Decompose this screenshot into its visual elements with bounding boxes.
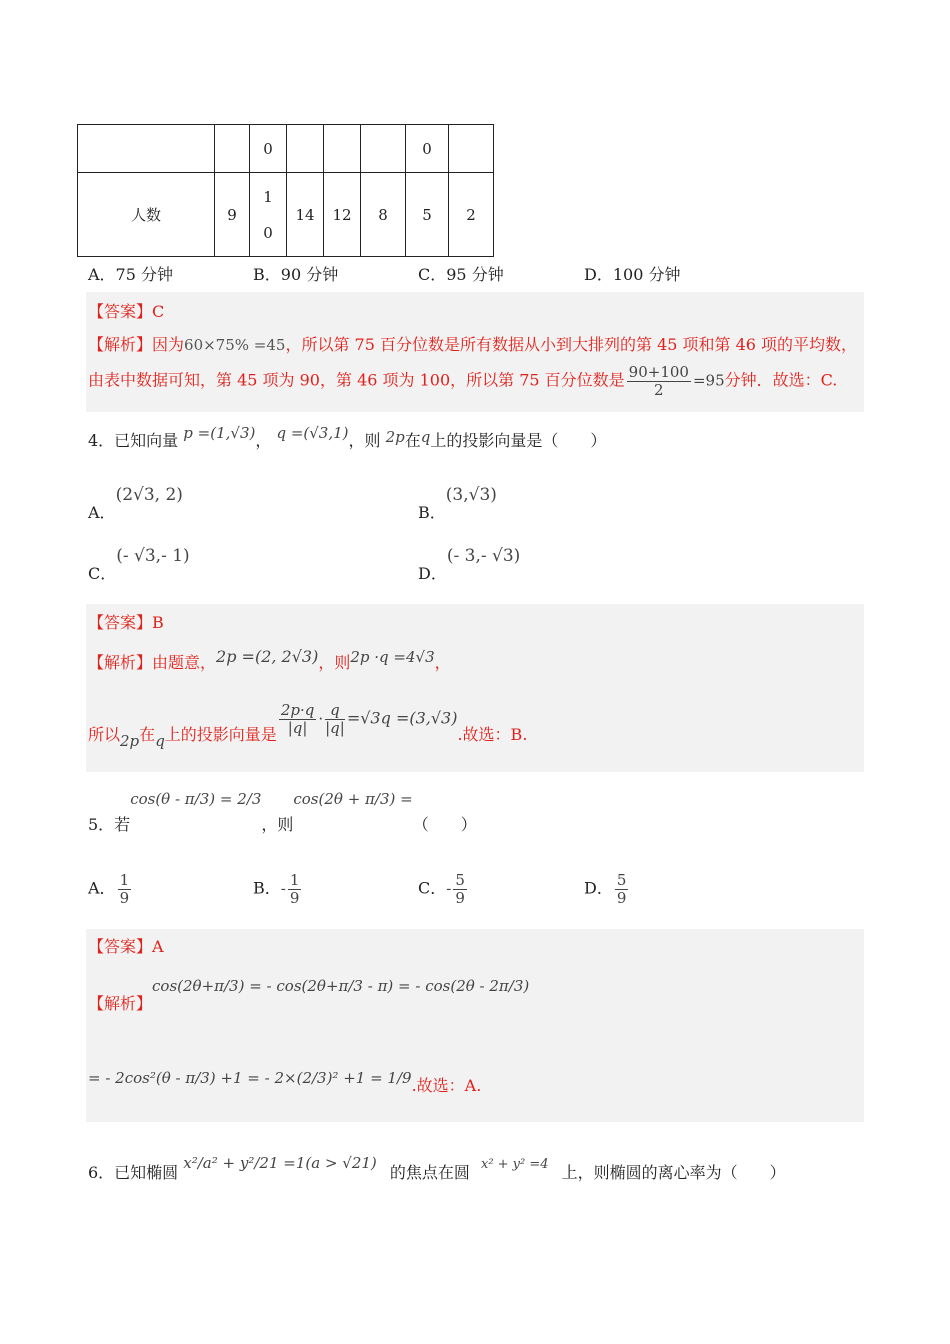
data-table [77,124,494,257]
option-math: (- √3,- 1) [116,546,190,566]
table-cell: 2 [449,173,494,257]
fraction-denominator: 9 [455,888,465,907]
analysis-text: 由题意， [152,653,217,672]
fraction-numerator: 90+100 [628,363,689,381]
math-expr: 2p =(2, 2√3) [216,647,319,666]
math-expr: 2p [385,428,405,446]
q4-option-b [418,482,497,522]
option-label: B． [418,503,446,522]
fraction-denominator: 9 [289,888,300,907]
math-fraction [627,364,691,398]
table-cell: 5 [406,173,449,257]
stem-text: 上的投影向量是（ ） [430,431,607,450]
math-expr: 2p ·q =4√3 [350,648,435,666]
q5-option-b [253,872,303,906]
q3-analysis-line-1 [88,332,857,355]
fraction-numerator: 1 [119,871,130,889]
math-expr: cos(2θ+π/3) = - cos(2θ+π/3 - π) = - cos(2θ - 2π/3) [152,977,530,995]
option-label: D． [418,564,447,583]
analysis-text: 上的投影向量是 [164,724,277,744]
math-expr: p =(1,√3) [183,424,256,442]
analysis-label: 【解析】 [88,335,153,354]
fraction-numerator: 5 [455,871,465,889]
table-cell: 0 [406,125,449,173]
q5-answer: 【答案】A [88,937,164,956]
table-cell [215,125,250,173]
q5-analysis-line-2 [88,1065,482,1095]
fraction-numerator: 1 [289,871,300,889]
fraction-denominator: 9 [119,888,130,907]
q5-stem [88,786,477,834]
table-cell-line: 1 [263,187,273,206]
math-expr: q =(√3,1) [276,424,349,442]
option-label: C． [418,878,447,898]
stem-text: 在 [404,431,421,450]
q3-option-d: D．100 分钟 [584,265,681,284]
option-math: (3,√3) [445,485,497,505]
analysis-label: 【解析】 [88,994,153,1013]
table-cell [324,125,361,173]
analysis-text: ，所以第 75 百分位数是所有数据从小到大排列的第 45 项和第 46 项的平均数， [285,335,858,354]
table-row [78,173,494,257]
math-fraction [325,702,345,736]
q4-answer: 【答案】B [88,613,164,632]
stem-text: 6．已知椭圆 [88,1163,179,1182]
stem-text: 的焦点在圆 [389,1163,470,1182]
table-cell: 12 [324,173,361,257]
fraction-numerator: q [325,702,345,720]
math-expr: q [155,731,165,750]
analysis-text: 在 [139,724,156,744]
analysis-text: 分钟．故选：C. [724,370,838,390]
q4-analysis-line-1 [88,647,451,673]
math-expr: x² + y² =4 [480,1157,549,1172]
analysis-text: .故选：B. [457,724,528,744]
stem-text: 5．若 [88,815,131,834]
math-fraction [279,702,317,736]
table-cell-line: 0 [263,223,273,242]
q4-stem [88,424,607,451]
fraction-denominator: |q| [287,718,308,737]
math-fraction [288,872,302,906]
option-math: (- 3,- √3) [446,546,521,566]
math-fraction [118,872,132,906]
q3-analysis-line-2 [88,364,837,398]
q5-analysis-line-1 [88,973,530,1013]
table-cell [78,125,215,173]
option-sign: - [280,879,286,898]
table-cell: 9 [215,173,250,257]
table-cell: 8 [361,173,406,257]
fraction-denominator: 2 [654,380,664,399]
q4-option-c [88,543,190,583]
math-expr: cos(θ - π/3) = 2/3 [130,790,262,808]
q4-answer-box [86,604,864,772]
q4-analysis-line-2: 所以2p在q上的投影向量是 $\frac{2p\cdot q}{|q|}$ · $\frac{q}{|q|}$ =√3q =(3,√3).故选：B. [88,701,528,750]
table-cell: 0 [250,125,287,173]
math-expr: 2p [120,731,140,750]
q5-answer-box [86,929,864,1122]
math-expr: = - 2cos²(θ - π/3) +1 = - 2×(2/3)² +1 = 1/9 [88,1069,412,1087]
math-expr: =95 [692,371,725,390]
option-label: A． [88,503,116,522]
analysis-text: .故选：A. [411,1076,482,1095]
analysis-label: 【解析】 [88,653,153,672]
option-math: (2√3, 2) [115,485,183,505]
q3-answer: 【答案】C [88,302,165,321]
q4-option-d [418,543,521,583]
q3-option-c: C．95 分钟 [418,265,504,284]
option-label: A． [88,878,116,898]
stem-text: ，则 [261,815,294,834]
q3-option-a: A．75 分钟 [88,265,174,284]
q5-option-c [418,872,469,906]
stem-text: （ ） [412,815,477,834]
fraction-denominator: 9 [616,888,627,907]
analysis-text: ，则 [318,653,351,672]
math-expr: 60×75% =45 [184,336,286,354]
stem-text: 上，则椭圆的离心率为（ ） [561,1163,786,1182]
stem-text: ， [255,431,272,450]
math-expr: q [420,428,431,446]
option-label: B． [253,878,281,898]
math-expr: =√3q =(3,√3) [346,708,458,728]
analysis-text: ， [434,653,451,672]
table-cell [449,125,494,173]
stem-text: ，则 [348,431,381,450]
q6-stem [88,1150,786,1182]
analysis-text: 所以 [88,724,121,744]
math-fraction [453,872,467,906]
analysis-text: 由表中数据可知，第 45 项为 90，第 46 项为 100，所以第 75 百分位数是 [88,370,625,390]
q3-answer-box [86,292,864,412]
q5-option-a [88,872,133,906]
option-label: C． [88,564,117,583]
analysis-text: 因为 [152,335,185,354]
table-cell: 14 [287,173,324,257]
q3-option-b: B．90 分钟 [253,265,339,284]
math-expr: x²/a² + y²/21 =1(a > √21) [183,1154,377,1172]
q5-option-d [584,872,630,906]
option-label: D． [584,878,613,898]
table-cell [250,173,287,257]
table-cell-label: 人数 [78,173,215,257]
option-sign: - [446,879,452,898]
fraction-numerator: 5 [616,871,627,889]
table-cell [361,125,406,173]
math-fraction [615,872,629,906]
table-row [78,125,494,173]
table-cell [287,125,324,173]
stem-text: 4．已知向量 [88,431,179,450]
q4-option-a [88,482,183,522]
math-expr: cos(2θ + π/3) = [293,790,413,808]
fraction-numerator: 2p·q [280,701,315,719]
fraction-denominator: |q| [325,718,345,737]
